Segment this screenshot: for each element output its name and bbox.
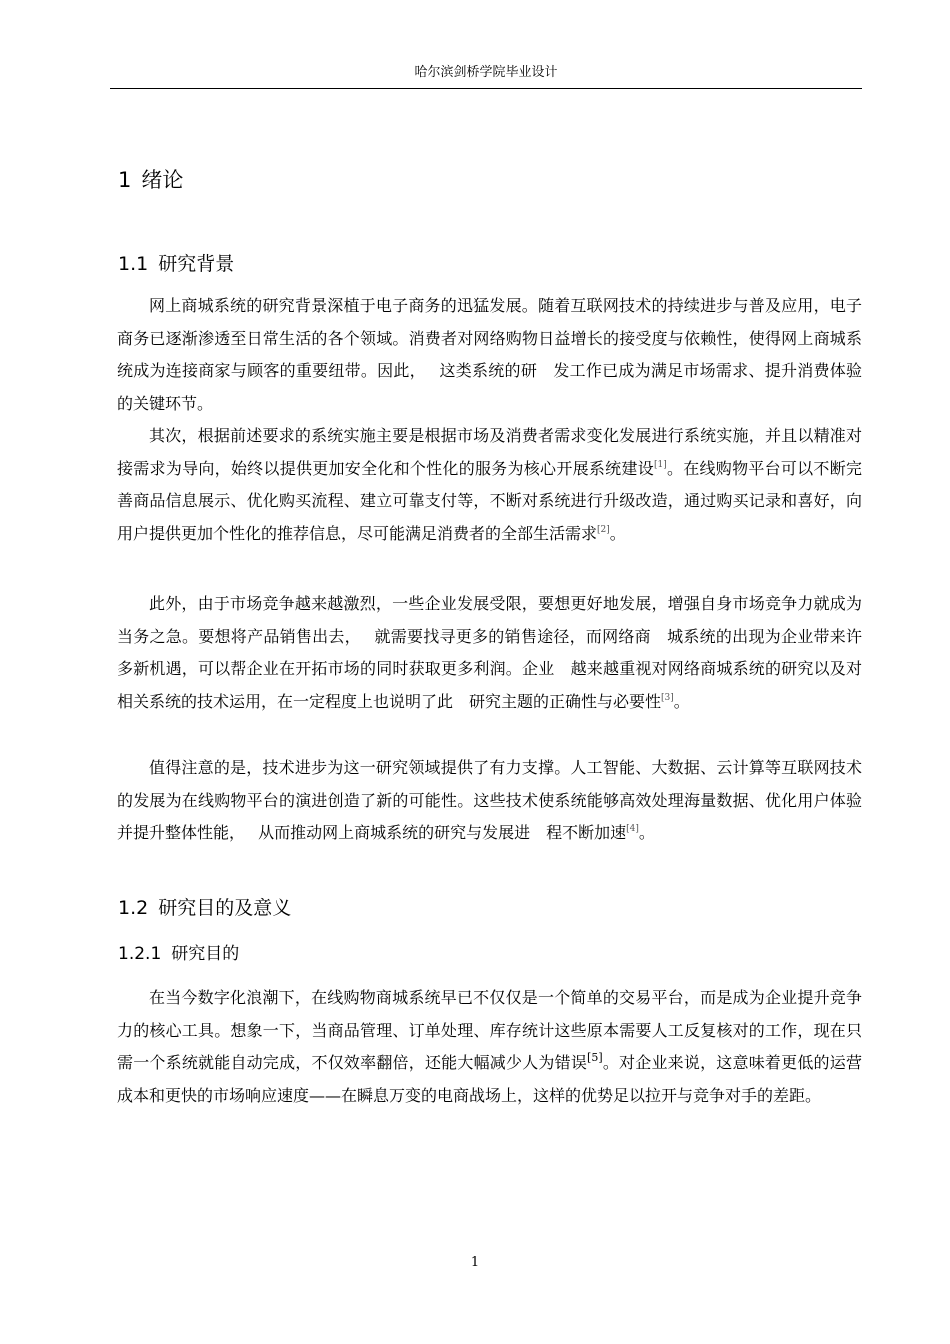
paragraph-text: 。 [673, 691, 690, 711]
citation-ref: [2] [597, 524, 610, 535]
chapter-heading [118, 166, 183, 194]
section-heading-1-1 [118, 251, 234, 277]
section-number: 1.2 [118, 897, 149, 919]
paragraph-purpose [117, 982, 862, 1112]
chapter-number: 1 [118, 168, 132, 192]
subsection-heading-1-2-1 [118, 942, 239, 966]
paragraph-background-2 [117, 420, 862, 550]
citation-ref: [1] [653, 459, 667, 470]
paragraph-text: 。 [638, 823, 655, 842]
section-title: 研究目的及意义 [158, 897, 292, 919]
citation-ref: [4] [626, 824, 639, 834]
chapter-title: 绪论 [141, 168, 184, 192]
section-number: 1.1 [118, 253, 149, 275]
paragraph-background-3 [117, 588, 862, 718]
header-title: 哈尔滨剑桥学院毕业设计 [414, 65, 558, 80]
citation-ref: [5] [587, 1051, 603, 1064]
paragraph-text: 网上商城系统的研究背景深植于电子商务的迅猛发展。随着互联网技术的持续进步与普及应用，电子商务已逐渐渗透至日常生活的各个领域。消费者对网络购物日益增长的接受度与依赖性，使得网上商城系统成为连接商家与顾客的重要纽带。因此， 这类系统的研 发工作已成为满足市场需求、提升消费体验的关键环节。 [117, 296, 862, 413]
page-number: 1 [470, 1255, 480, 1270]
subsection-title: 研究目的 [171, 944, 240, 964]
paragraph-background-4 [117, 752, 862, 850]
paragraph-text: 此外，由于市场竞争越来越激烈，一些企业发展受限，要想更好地发展，增强自身市场竞争力就成为当务之急。要想将产品销售出去， 就需要找寻更多的销售途径，而网络商 城系统的出现为企业带来许多新机遇，可以帮企业在开拓市场的同时获取更多利润。企业 越来越重视对网络商城系统的研究以及对相关系统的技术运用，在一定程度上也说明了此 研究主题的正确性与必要性 [117, 594, 862, 711]
paragraph-text: 在当今数字化浪潮下，在线购物商城系统早已不仅仅是一个简单的交易平台，而是成为企业提升竞争力的核心工具。想象一下，当商品管理、订单处理、库存统计这些原本需要人工反复核对的工作，现在只需一个系统就能自动完成，不仅效率翻倍，还能大幅减少人为错误 [117, 988, 862, 1072]
paragraph-text: 。对企业来说，这意味着更低的运营成本和更快的市场响应速度——在瞬息万变的电商战场上，这样的优势足以拉开与竞争对手的差距。 [117, 1053, 862, 1105]
paragraph-text: 。在线购物平台可以不断完善商品信息展示、优化购买流程、建立可靠支付等，不断对系统进行升级改造，通过购买记录和喜好，向用户提供更加个性化的推荐信息，尽可能满足消费者的全部生活需求 [117, 458, 862, 543]
citation-ref: [3] [661, 692, 674, 703]
page-header [110, 64, 862, 89]
section-heading-1-2 [118, 895, 291, 921]
subsection-number: 1.2.1 [118, 944, 162, 964]
paragraph-text: 其次，根据前述要求的系统实施主要是根据市场及消费者需求变化发展进行系统实施，并且以精准对接需求为导向，始终以提供更加安全化和个性化的服务为核心开展系统建设 [117, 426, 862, 478]
paragraph-text: 。 [609, 523, 626, 543]
paragraph-text: 值得注意的是，技术进步为这一研究领域提供了有力支撑。人工智能、大数据、云计算等互联网技术的发展为在线购物平台的演进创造了新的可能性。这些技术使系统能够高效处理海量数据、优化用户体验并提升整体性能， 从而推动网上商城系统的研究与发展进 程不断加速 [117, 758, 862, 842]
section-title: 研究背景 [158, 253, 235, 275]
paragraph-background-1 [117, 290, 862, 420]
